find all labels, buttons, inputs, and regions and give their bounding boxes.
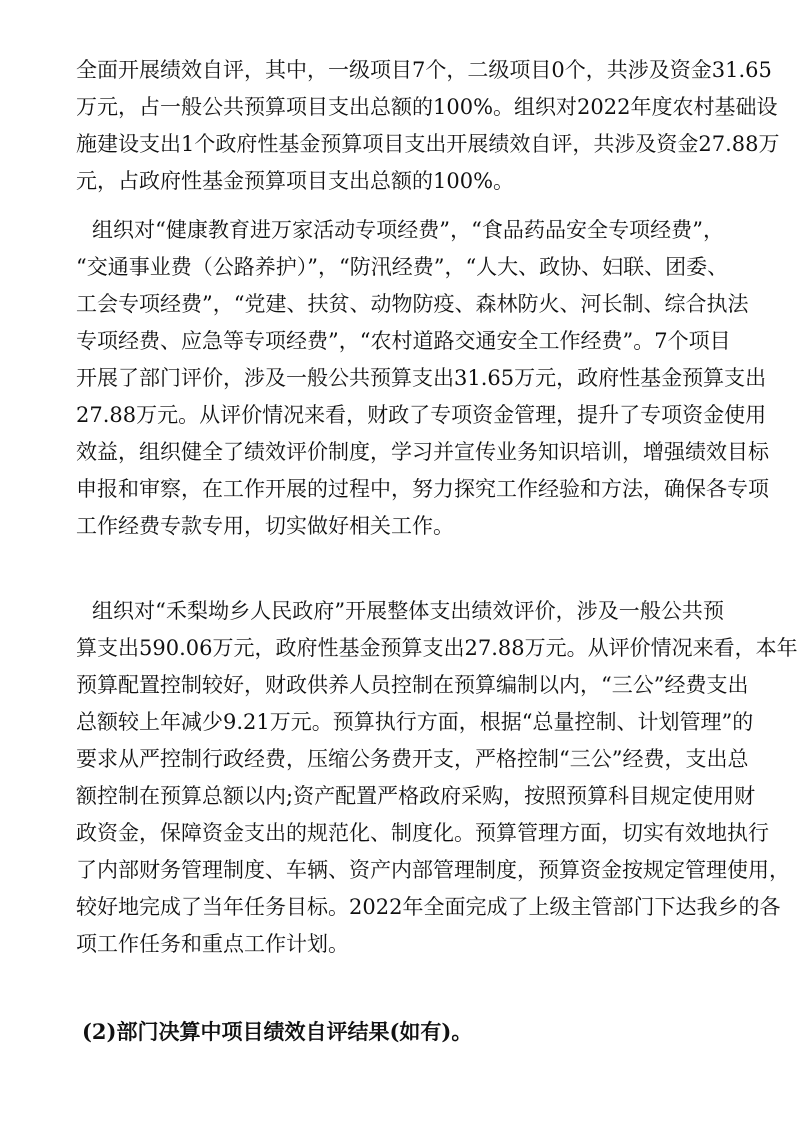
text-line: 开展了部门评价，涉及一般公共预算支出31.65万元，政府性基金预算支出: [76, 366, 767, 390]
paragraph-overall-expenditure-evaluation: [76, 593, 798, 963]
text-line: 工作经费专款专用，切实做好相关工作。: [76, 514, 454, 538]
text-line: 全面开展绩效自评，其中，一级项目7个，二级项目0个，共涉及资金31.65: [76, 58, 772, 82]
text-line: 了内部财务管理制度、车辆、资产内部管理制度，预算资金按规定管理使用，: [76, 858, 790, 882]
text-line: 27.88万元。从评价情况来看，财政了专项资金管理，提升了专项资金使用: [76, 403, 767, 427]
text-line: 专项经费、应急等专项经费”，“农村道路交通安全工作经费”。7个项目: [76, 329, 731, 353]
text-line: 申报和审察，在工作开展的过程中，努力探究工作经验和方法，确保各专项: [76, 477, 769, 501]
text-line: 施建设支出1个政府性基金预算项目支出开展绩效自评，共涉及资金27.88万: [76, 132, 780, 156]
text-line: 总额较上年减少9.21万元。预算执行方面，根据“总量控制、计划管理”的: [76, 710, 754, 734]
text-line: 较好地完成了当年任务目标。2022年全面完成了上级主管部门下达我乡的各: [76, 895, 781, 919]
text-line: 组织对“禾梨坳乡人民政府”开展整体支出绩效评价，涉及一般公共预: [92, 599, 724, 623]
text-line: 万元，占一般公共预算项目支出总额的100%。组织对2022年度农村基础设: [76, 95, 778, 119]
paragraph-department-evaluation: [76, 212, 769, 545]
text-line: 项工作任务和重点工作计划。: [76, 932, 349, 956]
text-line: 要求从严控制行政经费，压缩公务费开支，严格控制“三公”经费，支出总: [76, 747, 749, 771]
text-line: 效益，组织健全了绩效评价制度，学习并宣传业务知识培训，增强绩效目标: [76, 440, 769, 464]
paragraph-self-evaluation-summary: [76, 52, 780, 200]
section-heading-block: [76, 1013, 724, 1050]
text-line: 预算配置控制较好，财政供养人员控制在预算编制以内，“三公”经费支出: [76, 673, 749, 697]
text-line: 算支出590.06万元，政府性基金预算支出27.88万元。从评价情况来看，本年: [76, 636, 798, 660]
section-heading: (2)部门决算中项目绩效自评结果(如有)。: [82, 1019, 473, 1044]
text-line: 元，占政府性基金预算项目支出总额的100%。: [76, 169, 515, 193]
text-line: 政资金，保障资金支出的规范化、制度化。预算管理方面，切实有效地执行: [76, 821, 769, 845]
text-line: 组织对“健康教育进万家活动专项经费”，“食品药品安全专项经费”，: [92, 218, 724, 242]
text-line: 工会专项经费”，“党建、扶贫、动物防疫、森林防火、河长制、综合执法: [76, 292, 749, 316]
text-line: “交通事业费（公路养护）”，“防汛经费”，“人大、政协、妇联、团委、: [76, 255, 729, 279]
text-line: 额控制在预算总额以内;资产配置严格政府采购，按照预算科目规定使用财: [76, 784, 756, 808]
